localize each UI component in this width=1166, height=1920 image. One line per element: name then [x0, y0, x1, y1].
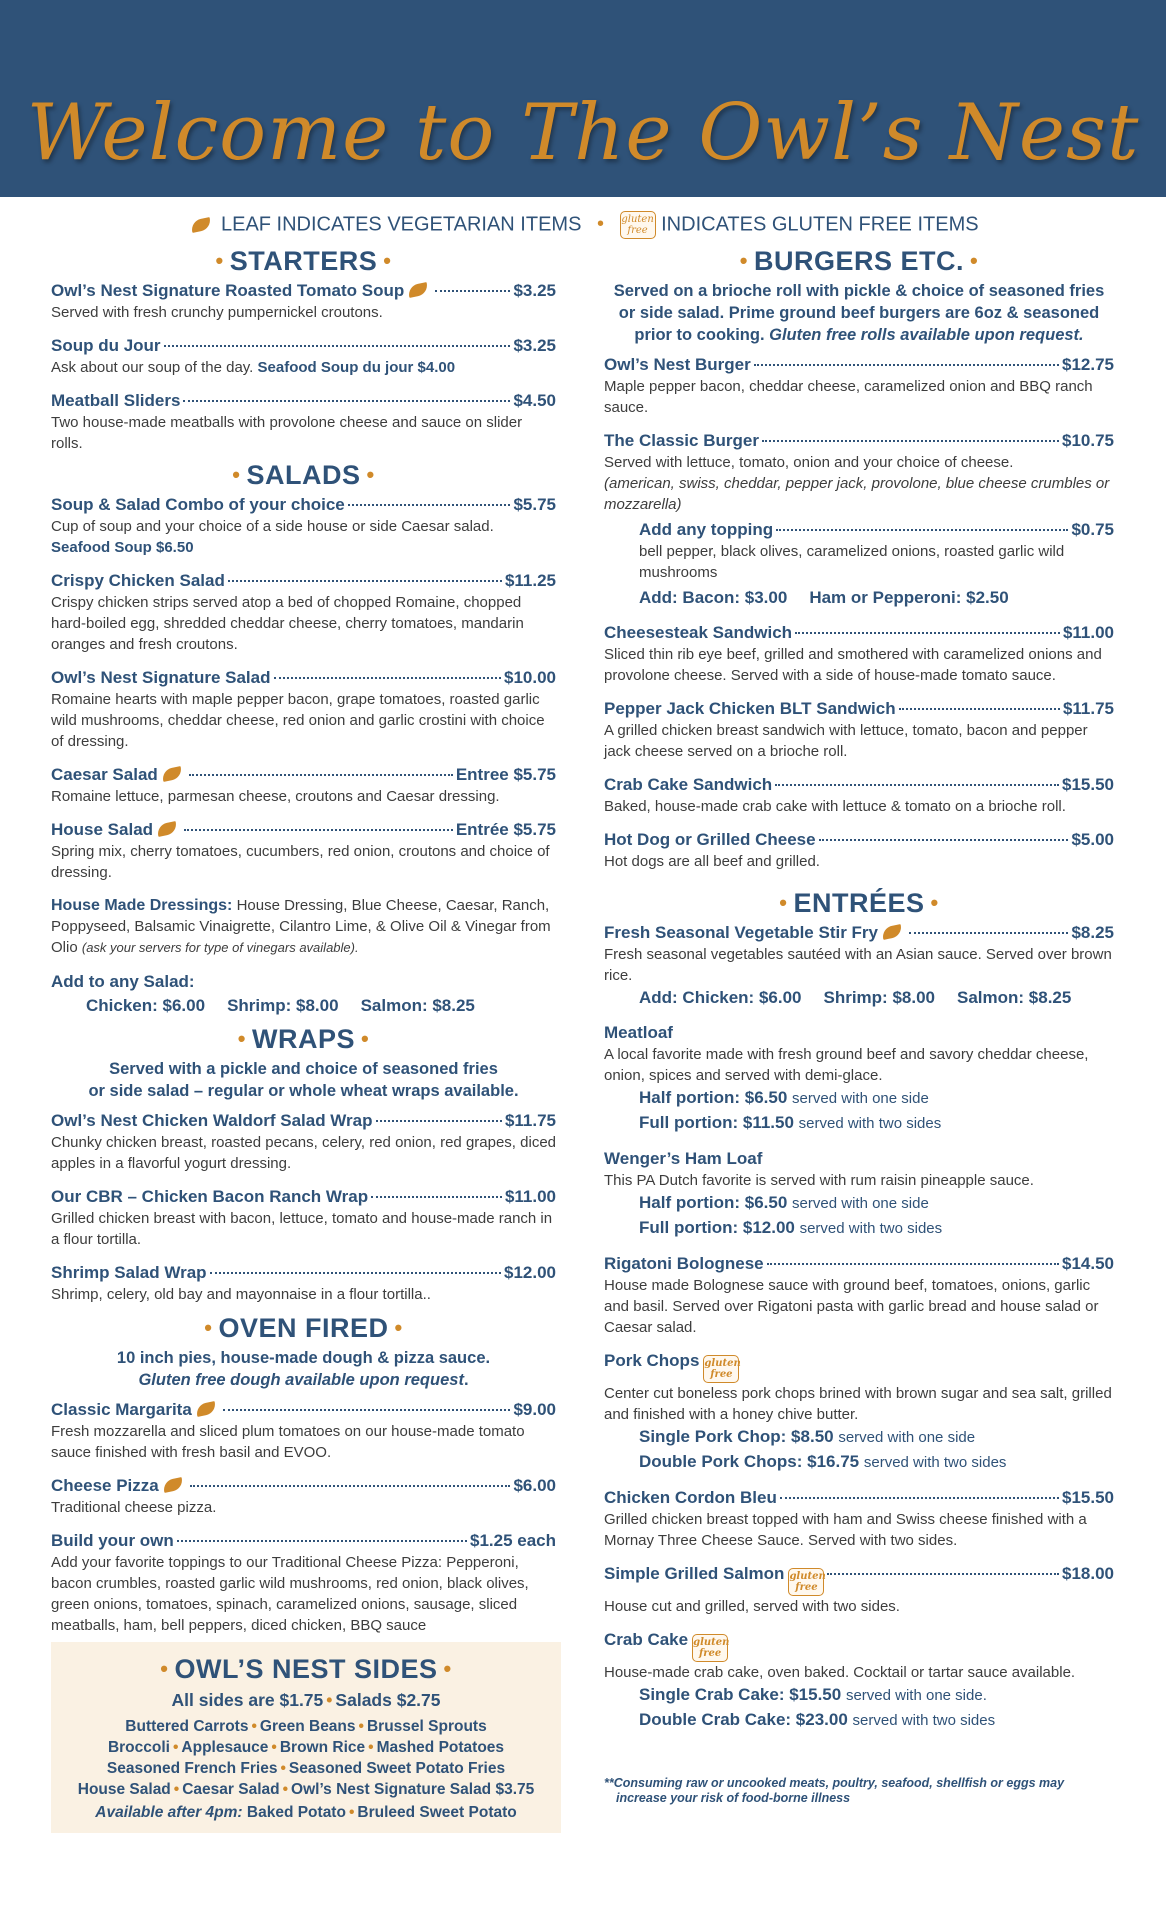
sides-title: • OWL’S NEST SIDES •	[160, 1654, 452, 1684]
leaf-icon	[407, 282, 429, 298]
wraps-subtitle: Served with a pickle and choice of seasoned fries or side salad – regular or whole wheat wraps available.	[88, 1060, 519, 1100]
leaf-icon	[195, 1401, 217, 1417]
burgers-subtitle: Served on a brioche roll with pickle & choice of seasoned fries or side salad. Prime ground beef burgers are 6oz & seasoned prior to cooking. Gluten free rolls available upon request.	[613, 282, 1105, 344]
menu-item: Simple Grilled Salmon gluten free $18.00 House cut and grilled, served with two sides.	[604, 1564, 1114, 1615]
menu-item: Pork Chops gluten free Center cut boneless pork chops brined with brown sugar and sea salt, grilled and finished with a honey chive butter. Single Pork Chop: $8.50 served with one side Double Pork Chops: $16.75 served with two sides	[604, 1351, 1112, 1471]
menu-item: Soup du Jour $3.25 Ask about our soup of the day. Seafood Soup du jour $4.00	[51, 336, 556, 376]
menu-item: Pepper Jack Chicken BLT Sandwich $11.75 A grilled chicken breast sandwich with lettuce, tomato, bacon and pepper jack cheese served on a brioche roll.	[604, 699, 1114, 760]
menu-item: Crispy Chicken Salad $11.25 Crispy chicken strips served atop a bed of chopped Romaine, chopped hard-boiled egg, shredded cheddar cheese, cherry tomatoes, mandarin oranges and fresh croutons.	[51, 571, 556, 653]
gluten-free-icon: gluten free	[703, 1355, 739, 1383]
menu-item: Cheesesteak Sandwich $11.00 Sliced thin rib eye beef, grilled and smothered with caramelized onions and provolone cheese. Served with a side of house-made tomato sauce.	[604, 623, 1114, 684]
burgers-title: • BURGERS ETC. •	[739, 246, 979, 276]
leaf-icon	[156, 821, 178, 837]
menu-item: The Classic Burger $10.75 Served with lettuce, tomato, onion and your choice of cheese. (american, swiss, cheddar, pepper jack, provolone, blue cheese crumbles or mozzarella) Add any topping $0.75 bell pepper, black olives, caramelized onions, roasted garlic wild mushrooms Add: Bacon: $3.00 Ham or Pepperoni: $2.50	[604, 431, 1114, 607]
legend-gf: INDICATES GLUTEN FREE ITEMS	[661, 213, 979, 236]
menu-item: Fresh Seasonal Vegetable Stir Fry $8.25 Fresh seasonal vegetables sautéed with an Asian sauce. Served over brown rice. Add: Chicken: $6.00 Shrimp: $8.00 Salmon: $8.25	[604, 923, 1114, 1007]
gluten-free-icon: gluten free	[692, 1634, 728, 1662]
gluten-free-icon: gluten free	[620, 211, 656, 239]
legend	[0, 211, 1166, 239]
menu-item: Shrimp Salad Wrap $12.00 Shrimp, celery, old bay and mayonnaise in a flour tortilla..	[51, 1263, 556, 1303]
menu-item: Owl’s Nest Signature Roasted Tomato Soup $3.25 Served with fresh crunchy pumpernickel croutons.	[51, 281, 556, 321]
left-column	[51, 244, 556, 1833]
leaf-icon	[881, 924, 903, 940]
leaf-icon	[190, 217, 212, 233]
salads-title: • SALADS •	[232, 460, 375, 490]
menu-item: Caesar Salad Entree $5.75 Romaine lettuce, parmesan cheese, croutons and Caesar dressing.	[51, 765, 556, 805]
menu-item: Crab Cake gluten free House-made crab cake, oven baked. Cocktail or tartar sauce available. Single Crab Cake: $15.50 served with one side. Double Crab Cake: $23.00 served with two sides	[604, 1630, 1076, 1729]
menu-item: Owl’s Nest Chicken Waldorf Salad Wrap $11.75 Chunky chicken breast, roasted pecans, celery, red onion, red grapes, diced apples in a flavorful yogurt dressing.	[51, 1111, 557, 1172]
oven-fired-subtitle: 10 inch pies, house-made dough & pizza sauce. Gluten free dough available upon request.	[116, 1349, 491, 1389]
oven-fired-title: • OVEN FIRED •	[204, 1313, 403, 1343]
leaf-icon	[161, 766, 183, 782]
menu-item: Cheese Pizza $6.00 Traditional cheese pizza.	[51, 1476, 556, 1516]
footnote: **Consuming raw or uncooked meats, poultry, seafood, shellfish or eggs may increase your risk of food-borne illness	[604, 1776, 1065, 1805]
menu-item: Wenger’s Ham Loaf This PA Dutch favorite is served with rum raisin pineapple sauce. Half portion: $6.50 served with one side Full portion: $12.00 served with two sides	[604, 1149, 1034, 1237]
header-banner	[0, 0, 1166, 197]
salad-add-ons: Add to any Salad: Chicken: $6.00 Shrimp: $8.00 Salmon: $8.25	[51, 972, 475, 1015]
menu-item: Soup & Salad Combo of your choice $5.75 Cup of soup and your choice of a side house or side Caesar salad. Seafood Soup $6.50	[51, 495, 556, 556]
menu-item: Classic Margarita $9.00 Fresh mozzarella and sliced plum tomatoes on our house-made tomato sauce finished with fresh basil and EVOO.	[51, 1400, 556, 1461]
menu-item: Owl’s Nest Signature Salad $10.00 Romaine hearts with maple pepper bacon, grape tomatoes, roasted garlic wild mushrooms, cheddar cheese, red onion and garlic crostini with choice of dressing.	[51, 668, 556, 750]
menu-item: Chicken Cordon Bleu $15.50 Grilled chicken breast topped with ham and Swiss cheese finished with a Mornay Three Cheese Sauce. Served with two sides.	[604, 1488, 1114, 1549]
menu-item: House Salad Entrée $5.75 Spring mix, cherry tomatoes, cucumbers, red onion, croutons and choice of dressing.	[51, 820, 556, 881]
menu-item: Our CBR – Chicken Bacon Ranch Wrap $11.00 Grilled chicken breast with bacon, lettuce, tomato and house-made ranch in a flour tortilla.	[51, 1187, 556, 1248]
legend-veg: LEAF INDICATES VEGETARIAN ITEMS	[220, 213, 582, 236]
gluten-free-icon: gluten free	[788, 1568, 824, 1596]
menu-item: Build your own $1.25 each Add your favorite toppings to our Traditional Cheese Pizza: Pepperoni, bacon crumbles, roasted garlic wild mushrooms, red onion, black olives, green onions, tomatoes, spinach, caramelized onions, sausage, sliced meatballs, ham, bell peppers, diced chicken, BBQ sauce	[51, 1531, 556, 1634]
wraps-title: • WRAPS •	[237, 1024, 370, 1054]
leaf-icon	[162, 1477, 184, 1493]
menu-item: Hot Dog or Grilled Cheese $5.00 Hot dogs are all beef and grilled.	[604, 830, 1114, 870]
entrees-title: • ENTRÉES •	[779, 888, 939, 918]
dressings: House Made Dressings: House Dressing, Blue Cheese, Caesar, Ranch, Poppyseed, Balsamic Vinaigrette, Cilantro Lime, & Olive Oil & Vinegar from Olio (ask your servers for type of vinegars available).	[51, 897, 551, 956]
sides-box: • OWL’S NEST SIDES • All sides are $1.75 • Salads $2.75 Buttered Carrots • Green Beans • Brussel Sprouts Broccoli • Applesauce • Brown Rice • Mashed Potatoes Seasoned French Fries • Seasoned Sweet Potato Fries House Salad • Caesar Salad • Owl’s Nest Signature Salad $3.75 Available after 4pm: Baked Potato • Bruleed Sweet Potato	[51, 1642, 561, 1833]
starters-title: • STARTERS •	[215, 246, 392, 276]
page-title: Welcome to The Owl’s Nest	[26, 88, 1140, 178]
menu-item: Meatball Sliders $4.50 Two house-made meatballs with provolone cheese and sauce on slider rolls.	[51, 391, 556, 452]
menu-item: Crab Cake Sandwich $15.50 Baked, house-made crab cake with lettuce & tomato on a brioche roll.	[604, 775, 1114, 815]
separator-dot: •	[596, 213, 604, 236]
menu-item: Owl’s Nest Burger $12.75 Maple pepper bacon, cheddar cheese, caramelized onion and BBQ ranch sauce.	[604, 355, 1114, 416]
menu-item: Meatloaf A local favorite made with fresh ground beef and savory cheddar cheese, onion, spices and served with demi-glace. Half portion: $6.50 served with one side Full portion: $11.50 served with two sides	[604, 1023, 1089, 1132]
menu-item: Rigatoni Bolognese $14.50 House made Bolognese sauce with ground beef, tomatoes, onions, garlic and basil. Served over Rigatoni pasta with garlic bread and house salad or Caesar salad.	[604, 1254, 1114, 1336]
right-column	[604, 244, 1114, 1745]
